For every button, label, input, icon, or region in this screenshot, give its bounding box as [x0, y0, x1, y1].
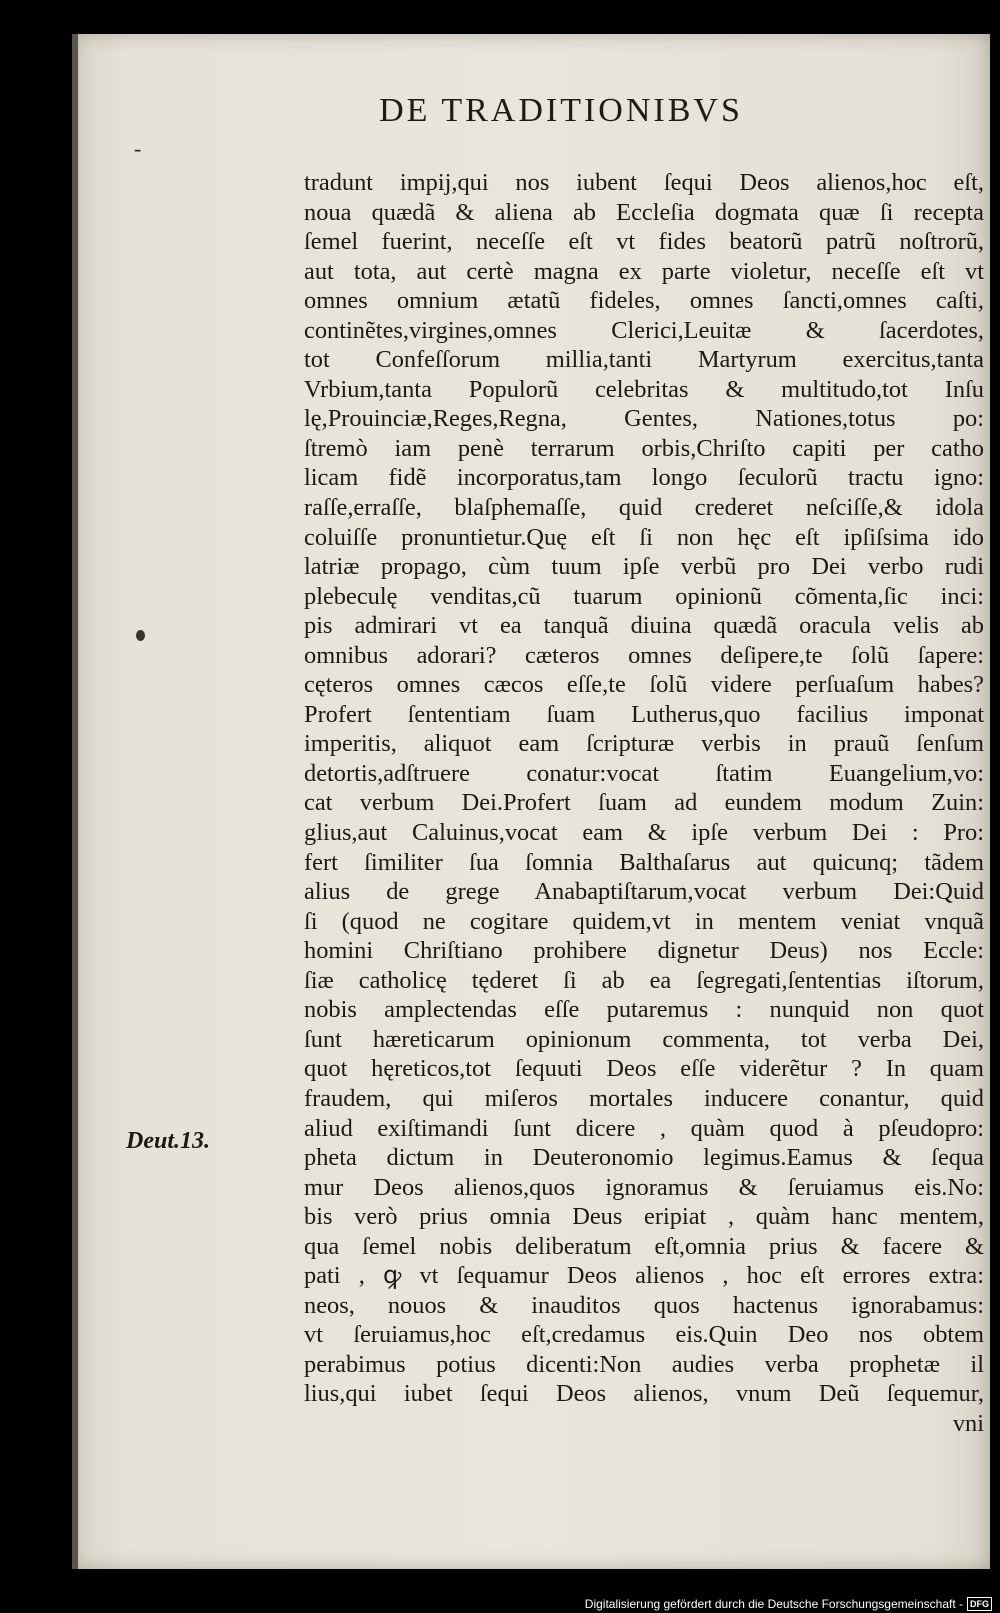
text-line: tot Confeſſorum millia,tanti Martyrum exercitus,tanta: [304, 346, 984, 374]
text-line: coluiſſe pronuntietur.Quę eſt ſi non hęc eſt ipſiſsima ido: [304, 523, 984, 551]
text-line: omnes omnium ætatũ fideles, omnes ſancti,omnes caſti,: [304, 287, 984, 315]
text-line: nobis amplectendas eſſe putaremus : nunquid non quot: [304, 996, 984, 1024]
text-line: aut tota, aut certè magna ex parte violetur, neceſſe eſt vt: [304, 257, 984, 285]
text-line: licam fidẽ incorporatus,tam longo ſeculorũ tractu igno:: [304, 464, 984, 492]
text-line: cęteros omnes cæcos eſſe,te ſolũ videre perſuaſum habes?: [304, 671, 984, 699]
footer-text: Digitalisierung gefördert durch die Deutsche Forschungsgemeinschaft -: [584, 1597, 963, 1611]
text-line: imperitis, aliquot eam ſcripturæ verbis in prauũ ſenſum: [304, 730, 984, 758]
text-line: fraudem, qui miſeros mortales inducere conantur, quid: [304, 1084, 984, 1112]
text-line: latriæ propago, cùm tuum ipſe verbũ pro Dei verbo rudi: [304, 553, 984, 581]
catchword: vni: [952, 1409, 984, 1437]
text-line: pati , ꝙ vt ſequamur Deos alienos , hoc eſt errores extra:: [304, 1262, 984, 1290]
text-line: ſi (quod ne cogitare quidem,vt in mentem veniat vnquã: [304, 907, 984, 935]
text-line: ſunt hæreticarum opinionum commenta, tot verba Dei,: [304, 1025, 984, 1053]
book-page: [72, 34, 990, 1569]
text-line: lę,Prouinciæ,Reges,Regna, Gentes, Nationes,totus po:: [304, 405, 984, 433]
marginal-note: Deut.13.: [126, 1128, 210, 1154]
text-line: pis admirari vt ea tanquã diuina quædã oracula velis ab: [304, 612, 984, 640]
footer-credit: [585, 1597, 992, 1611]
text-line: noua quædã & aliena ab Eccleſia dogmata quæ ſi recepta: [304, 198, 984, 226]
text-line: alius de grege Anabaptiſtarum,vocat verbum Dei:Quid: [304, 878, 984, 906]
text-line: aliud exiſtimandi ſunt dicere , quàm quod à pſeudopro:: [304, 1114, 984, 1142]
running-head: DE TRADITIONIBVS: [379, 92, 743, 129]
text-line: Profert ſententiam ſuam Lutherus,quo facilius imponat: [304, 700, 984, 728]
text-line: neos, nouos & inauditos quos hactenus ignorabamus:: [304, 1291, 984, 1319]
text-line: plebeculę venditas,cũ tuarum opinionũ cõmenta,ſic inci:: [304, 582, 984, 610]
page-edge: [72, 34, 78, 1569]
text-line: glius,aut Caluinus,vocat eam & ipſe verbum Dei : Pro:: [304, 819, 984, 847]
text-line: ſemel fuerint, neceſſe eſt vt fides beatorũ patrũ noſtrorũ,: [304, 228, 984, 256]
text-line: lius,qui iubet ſequi Deos alienos, vnum Deũ ſequemur,: [304, 1380, 984, 1408]
text-line: cat verbum Dei.Profert ſuam ad eundem modum Zuin:: [304, 789, 984, 817]
text-line: perabimus potius dicenti:Non audies verba prophetæ il: [304, 1350, 984, 1378]
text-line: vt ſeruiamus,hoc eſt,credamus eis.Quin Deo nos obtem: [304, 1321, 984, 1349]
text-line: ſtremò iam penè terrarum orbis,Chriſto capiti per catho: [304, 434, 984, 462]
text-line: fert ſimiliter ſua ſomnia Balthaſarus aut quicunq; tãdem: [304, 848, 984, 876]
ink-spot: [136, 630, 145, 641]
text-line: tradunt impij,qui nos iubent ſequi Deos alienos,hoc eſt,: [304, 169, 984, 196]
dfg-logo: DFG: [967, 1597, 992, 1611]
text-line: raſſe,erraſſe, blaſphemaſſe, quid crederet neſciſſe,& idola: [304, 494, 984, 522]
text-line: pheta dictum in Deuteronomio legimus.Eamus & ſequa: [304, 1144, 984, 1172]
text-line: quot hęreticos,tot ſequuti Deos eſſe viderẽtur ? In quam: [304, 1055, 984, 1083]
margin-mark: -: [134, 136, 142, 161]
text-line: bis verò prius omnia Deus eripiat , quàm hanc mentem,: [304, 1203, 984, 1231]
text-line: mur Deos alienos,quos ignoramus & ſeruiamus eis.No:: [304, 1173, 984, 1201]
text-line: ſiæ catholicę tęderet ſi ab ea ſegregati,ſententias iſtorum,: [304, 966, 984, 994]
text-line: qua ſemel nobis deliberatum eſt,omnia prius & facere &: [304, 1232, 984, 1260]
text-line: continẽtes,virgines,omnes Clerici,Leuitæ & ſacerdotes,: [304, 316, 984, 344]
text-line: detortis,adſtruere conatur:vocat ſtatim Euangelium,vo:: [304, 759, 984, 787]
text-line: Vrbium,tanta Populorũ celebritas & multitudo,tot Inſu: [304, 375, 984, 403]
text-line: homini Chriſtiano prohibere dignetur Deus) nos Eccle:: [304, 937, 984, 965]
text-line: omnibus adorari? cæteros omnes deſipere,te ſolũ ſapere:: [304, 641, 984, 669]
body-text: [304, 168, 984, 1439]
